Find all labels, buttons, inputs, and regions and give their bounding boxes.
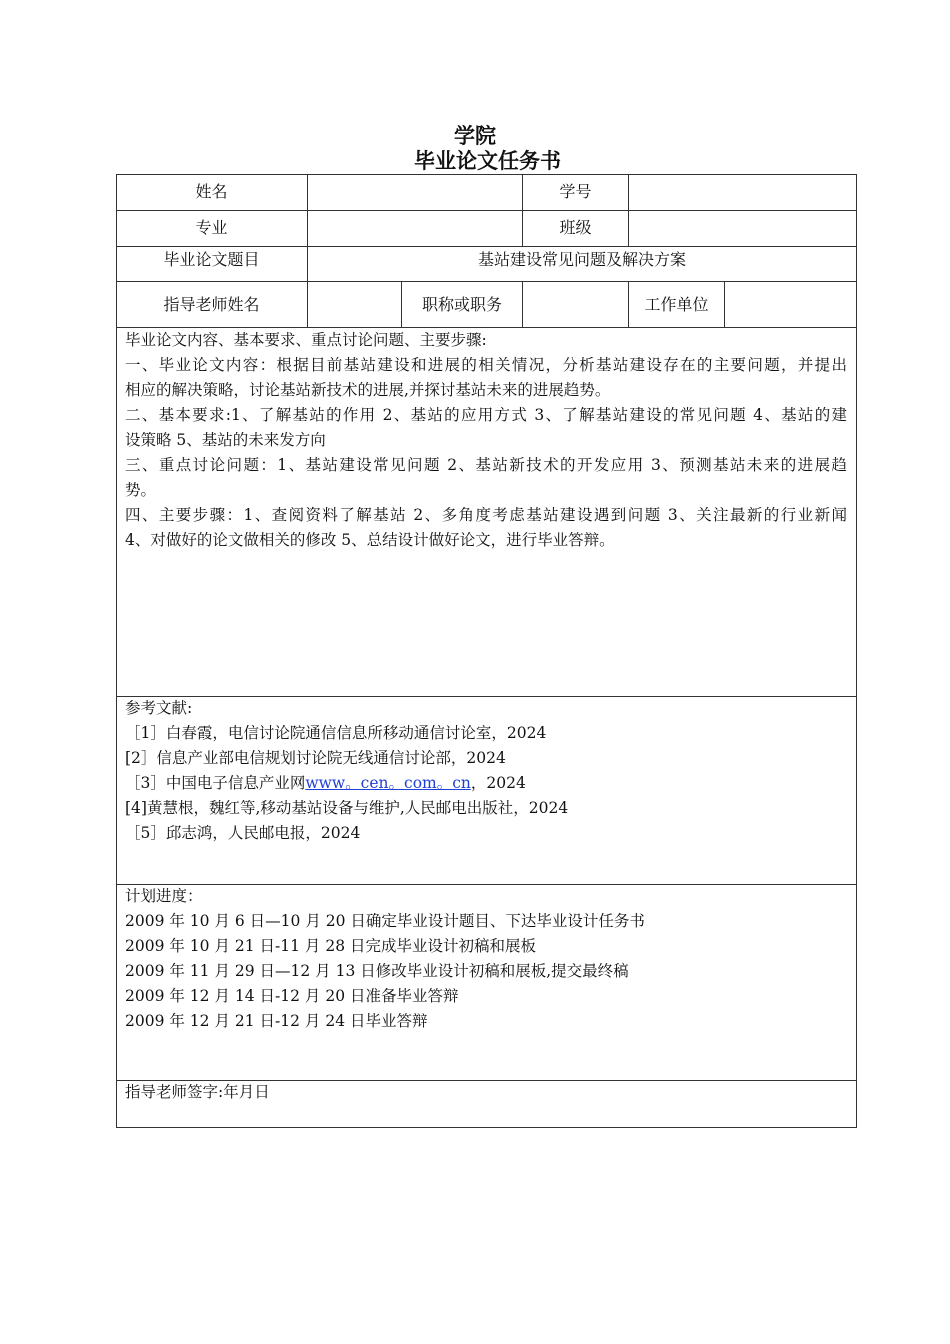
content-paragraph-3-line-2: 势。: [125, 481, 157, 499]
content-heading: 毕业论文内容、基本要求、重点讨论问题、主要步骤:: [125, 331, 487, 349]
content-paragraph-2-line-1: 二、基本要求:1、了解基站的作用 2、基站的应用方式 3、了解基站建设的常见问题 4、基站的建: [125, 406, 847, 424]
content-paragraph-2-line-2: 设策略 5、基站的未来发方向: [125, 431, 326, 449]
schedule-item: 2009 年 10 月 6 日—10 月 20 日确定毕业设计题目、下达毕业设计任务书: [125, 912, 645, 930]
class-label: 班级: [559, 218, 592, 237]
reference-item: ［5］邱志鸿，人民邮电报，2024: [125, 824, 361, 842]
document-title: 毕业论文任务书: [414, 148, 561, 173]
position-label: 职称或职务: [421, 295, 502, 314]
content-paragraph-4-line-1: 四、主要步骤：1、查阅资料了解基站 2、多角度考虑基站建设遇到问题 3、关注最新的行业新闻: [125, 506, 847, 524]
reference-item: ［1］白春霞，电信讨论院通信信息所移动通信讨论室，2024: [125, 724, 547, 742]
reference-item: [4]黄慧根，魏红等,移动基站设备与维护,人民邮电出版社，2024: [125, 799, 569, 817]
content-section: [125, 328, 847, 553]
content-paragraph-3-line-1: 三、重点讨论问题：1、基站建设常见问题 2、基站新技术的开发应用 3、预测基站未来的进展趋: [125, 456, 847, 474]
content-paragraph-1-line-1: 一、毕业论文内容：根据目前基站建设和进展的相关情况，分析基站建设存在的主要问题，并提出: [125, 356, 847, 374]
reference-suffix: ，2024: [470, 774, 526, 792]
school-title: 学院: [454, 123, 496, 148]
signature-section: [125, 1080, 847, 1105]
content-paragraph-1-line-2: 相应的解决策略，讨论基站新技术的进展,并探讨基站未来的进展趋势。: [125, 381, 611, 399]
advisor-signature-label: 指导老师签字:年月日: [125, 1083, 270, 1101]
references-heading: 参考文献:: [125, 699, 193, 717]
name-label: 姓名: [195, 182, 228, 201]
work-unit-label: 工作单位: [644, 295, 709, 314]
schedule-item: 2009 年 10 月 21 日-11 月 28 日完成毕业设计初稿和展板: [125, 937, 536, 955]
topic-label: 毕业论文题目: [163, 250, 260, 269]
schedule-item: 2009 年 12 月 14 日-12 月 20 日准备毕业答辩: [125, 987, 459, 1005]
content-paragraph-4-line-2: 4、对做好的论文做相关的修改 5、总结设计做好论文，进行毕业答辩。: [125, 531, 615, 549]
student-id-label: 学号: [559, 182, 592, 201]
reference-item: [2］信息产业部电信规划讨论院无线通信讨论部，2024: [125, 749, 506, 767]
reference-item: [125, 771, 847, 796]
topic-value: 基站建设常见问题及解决方案: [477, 250, 686, 269]
references-section: [125, 696, 847, 846]
schedule-heading: 计划进度：: [125, 887, 203, 905]
schedule-section: [125, 884, 847, 1034]
advisor-label: 指导老师姓名: [163, 295, 260, 314]
reference-prefix: ［3］中国电子信息产业网: [125, 774, 306, 792]
schedule-item: 2009 年 12 月 21 日-12 月 24 日毕业答辩: [125, 1012, 428, 1030]
schedule-item: 2009 年 11 月 29 日—12 月 13 日修改毕业设计初稿和展板,提交最终稿: [125, 962, 629, 980]
major-label: 专业: [195, 218, 228, 237]
reference-link[interactable]: www。cen。com。cn: [305, 774, 471, 792]
